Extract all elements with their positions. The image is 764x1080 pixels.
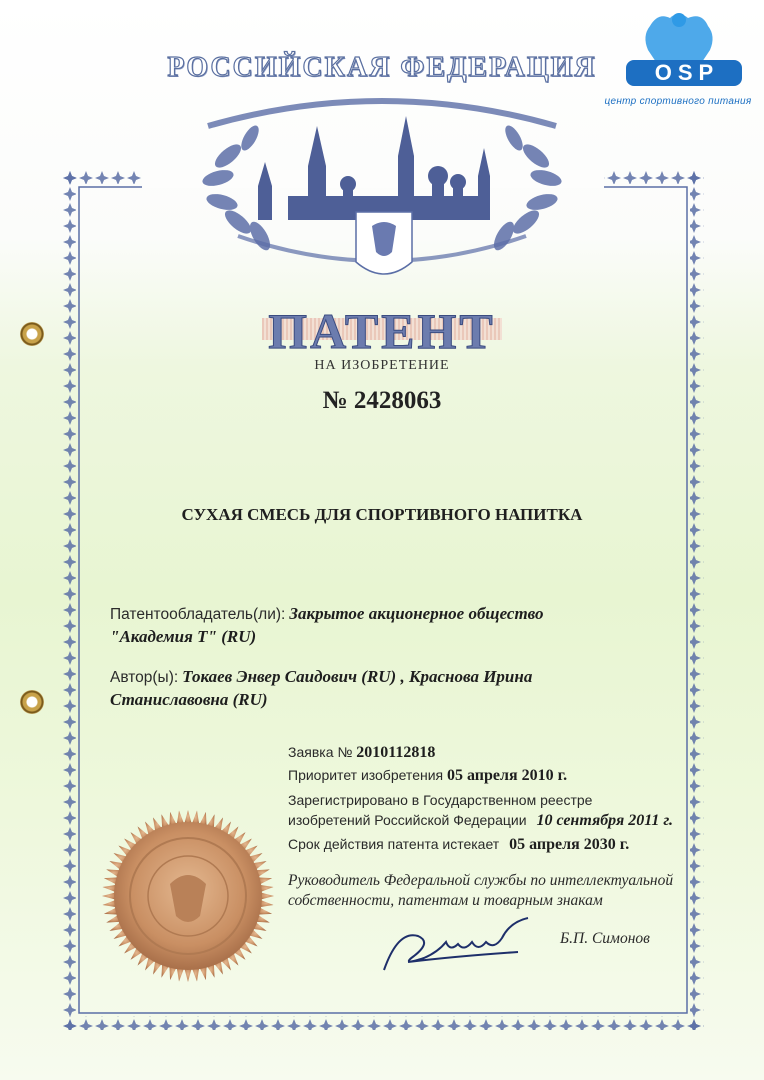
registered-line2: изобретений Российской Федерации [288,812,527,828]
expiry-row [288,836,629,854]
holder-row [110,604,544,624]
signatory-name: Б.П. Симонов [560,930,650,947]
invention-title: СУХАЯ СМЕСЬ ДЛЯ СПОРТИВНОГО НАПИТКА [181,505,583,524]
application-number: 2010112818 [356,744,436,761]
logo-tagline: центр спортивного питания [604,96,752,107]
application-row [288,744,435,762]
authors-label: Автор(ы): [110,669,179,686]
signature-icon [378,912,538,982]
country-title: РОССИЙСКАЯ ФЕДЕРАЦИЯ [167,52,597,83]
signatory-line1: Руководитель Федеральной службы по интеллектуальной [288,872,674,889]
expiry-date: 05 апреля 2030 г. [509,836,630,853]
holder-value-line1: Закрытое акционерное общество [289,604,544,623]
binding-hole [20,690,44,714]
priority-label: Приоритет изобретения [288,767,444,783]
official-seal-icon [98,806,278,986]
authors-row [110,667,532,687]
authors-value-line2: Станиславовна (RU) [110,690,268,709]
priority-date: 05 апреля 2010 г. [447,767,568,784]
signatory-line2: собственности, патентам и товарным знакам [288,892,603,909]
registered-line1: Зарегистрировано в Государственном реестре [288,792,593,808]
registered-row [288,812,673,830]
holder-value-line2: "Академия Т" (RU) [110,627,257,646]
document-type-title: ПАТЕНТ [268,303,496,359]
holder-label: Патентообладатель(ли): [110,606,286,623]
authors-value-line1: Токаев Энвер Саидович (RU) , Краснова Ирина [182,667,533,686]
registered-date: 10 сентября 2011 г. [536,812,674,829]
expiry-label: Срок действия патента истекает [288,836,500,852]
logo-letters: OSP [654,60,720,85]
application-label: Заявка № [288,744,353,760]
priority-row [288,767,567,785]
document-subtitle: НА ИЗОБРЕТЕНИЕ [314,358,450,373]
kremlin-emblem-icon [188,86,576,296]
patent-number: № 2428063 [322,387,442,414]
